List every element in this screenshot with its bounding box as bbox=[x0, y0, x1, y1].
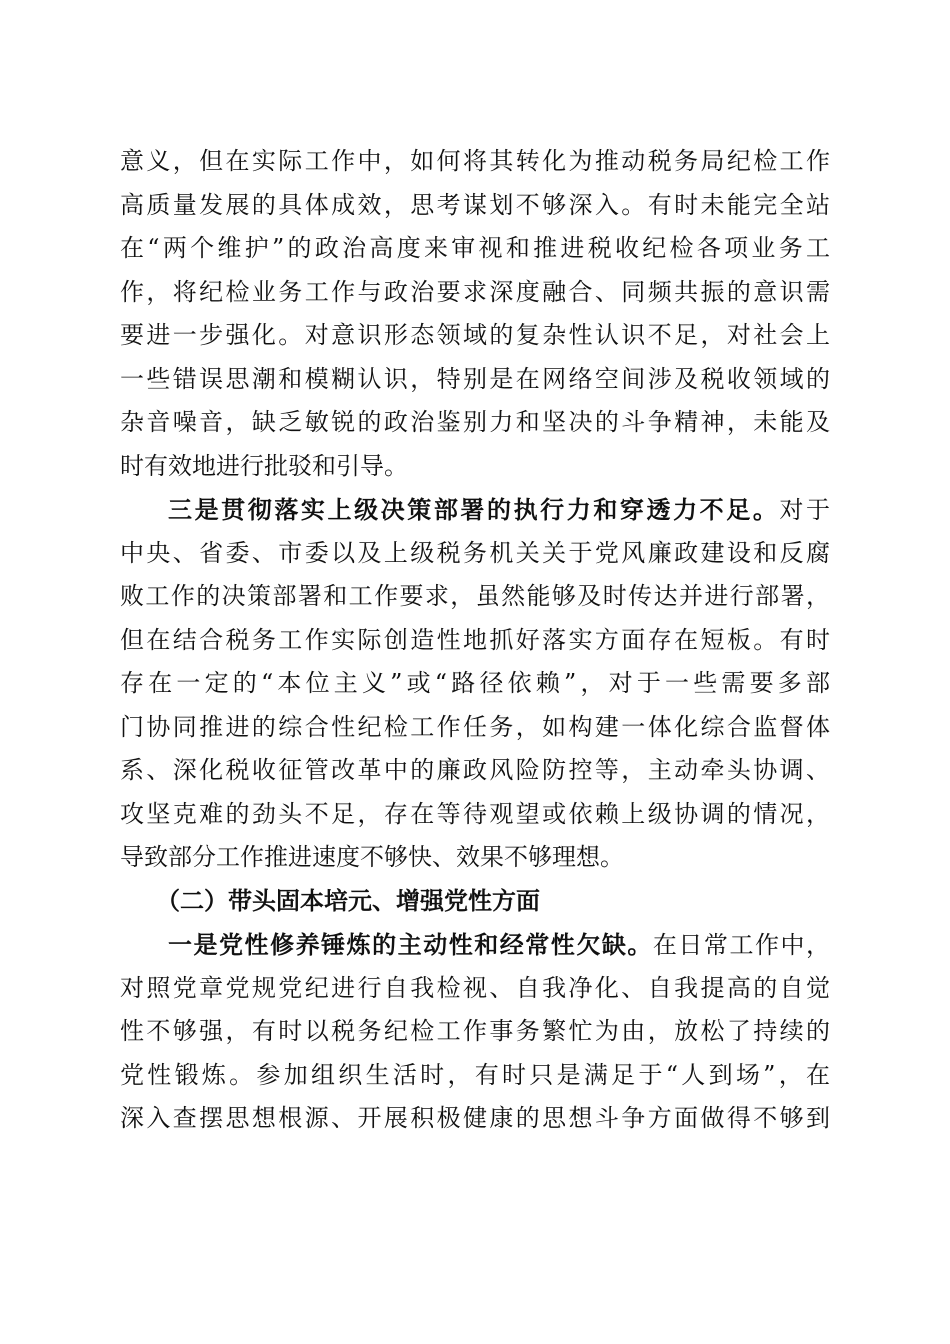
paragraph-2 bbox=[120, 488, 830, 880]
text-line: 作，将纪检业务工作与政治要求深度融合、同频共振的意识需 bbox=[120, 277, 830, 306]
paragraph-1 bbox=[120, 140, 830, 488]
text-line: 一些错误思潮和模糊认识，特别是在网络空间涉及税收领域的 bbox=[120, 364, 830, 393]
text-line: 时有效地进行批驳和引导。 bbox=[120, 451, 408, 480]
text-line: 高质量发展的具体成效，思考谋划不够深入。有时未能完全站 bbox=[120, 190, 830, 219]
text-line: 但在结合税务工作实际创造性地抓好落实方面存在短板。有时 bbox=[120, 625, 830, 654]
paragraph-lead-rest: 在日常工作中， bbox=[652, 931, 831, 959]
paragraph-lead: 一是党性修养锤炼的主动性和经常性欠缺。 bbox=[168, 930, 653, 959]
section-heading: （二）带头固本培元、增强党性方面 bbox=[156, 886, 540, 915]
text-line-first bbox=[120, 923, 830, 967]
paragraph-lead-rest: 对于 bbox=[779, 496, 831, 524]
text-line: 中央、省委、市委以及上级税务机关关于党风廉政建设和反腐 bbox=[120, 538, 830, 567]
paragraph-lead: 三是贯彻落实上级决策部署的执行力和穿透力不足。 bbox=[168, 495, 780, 524]
text-line: 党性锻炼。参加组织生活时，有时只是满足于“人到场”，在 bbox=[120, 1060, 830, 1089]
text-line: 导致部分工作推进速度不够快、效果不够理想。 bbox=[120, 843, 624, 871]
text-line: 性不够强，有时以税务纪检工作事务繁忙为由，放松了持续的 bbox=[120, 1017, 830, 1045]
text-line: 攻坚克难的劲头不足，存在等待观望或依赖上级协调的情况， bbox=[120, 799, 830, 828]
text-line: 存在一定的“本位主义”或“路径依赖”，对于一些需要多部 bbox=[120, 669, 830, 697]
text-line: 在“两个维护”的政治高度来审视和推进税收纪检各项业务工 bbox=[120, 234, 830, 262]
text-line: 败工作的决策部署和工作要求，虽然能够及时传达并进行部署， bbox=[120, 582, 830, 610]
text-line: 对照党章党规党纪进行自我检视、自我净化、自我提高的自觉 bbox=[120, 973, 830, 1002]
text-line: 要进一步强化。对意识形态领域的复杂性认识不足，对社会上 bbox=[120, 321, 830, 349]
document-body bbox=[120, 140, 830, 1141]
text-line: 意义，但在实际工作中，如何将其转化为推动税务局纪检工作 bbox=[120, 147, 830, 175]
text-line-first bbox=[120, 488, 830, 532]
text-line: 系、深化税收征管改革中的廉政风险防控等，主动牵头协调、 bbox=[120, 756, 830, 784]
paragraph-3 bbox=[120, 923, 830, 1141]
text-line: 杂音噪音，缺乏敏锐的政治鉴别力和坚决的斗争精神，未能及 bbox=[120, 408, 830, 436]
text-line: 深入查摆思想根源、开展积极健康的思想斗争方面做得不够到 bbox=[120, 1104, 830, 1132]
text-line: 门协同推进的综合性纪检工作任务，如构建一体化综合监督体 bbox=[120, 712, 830, 741]
